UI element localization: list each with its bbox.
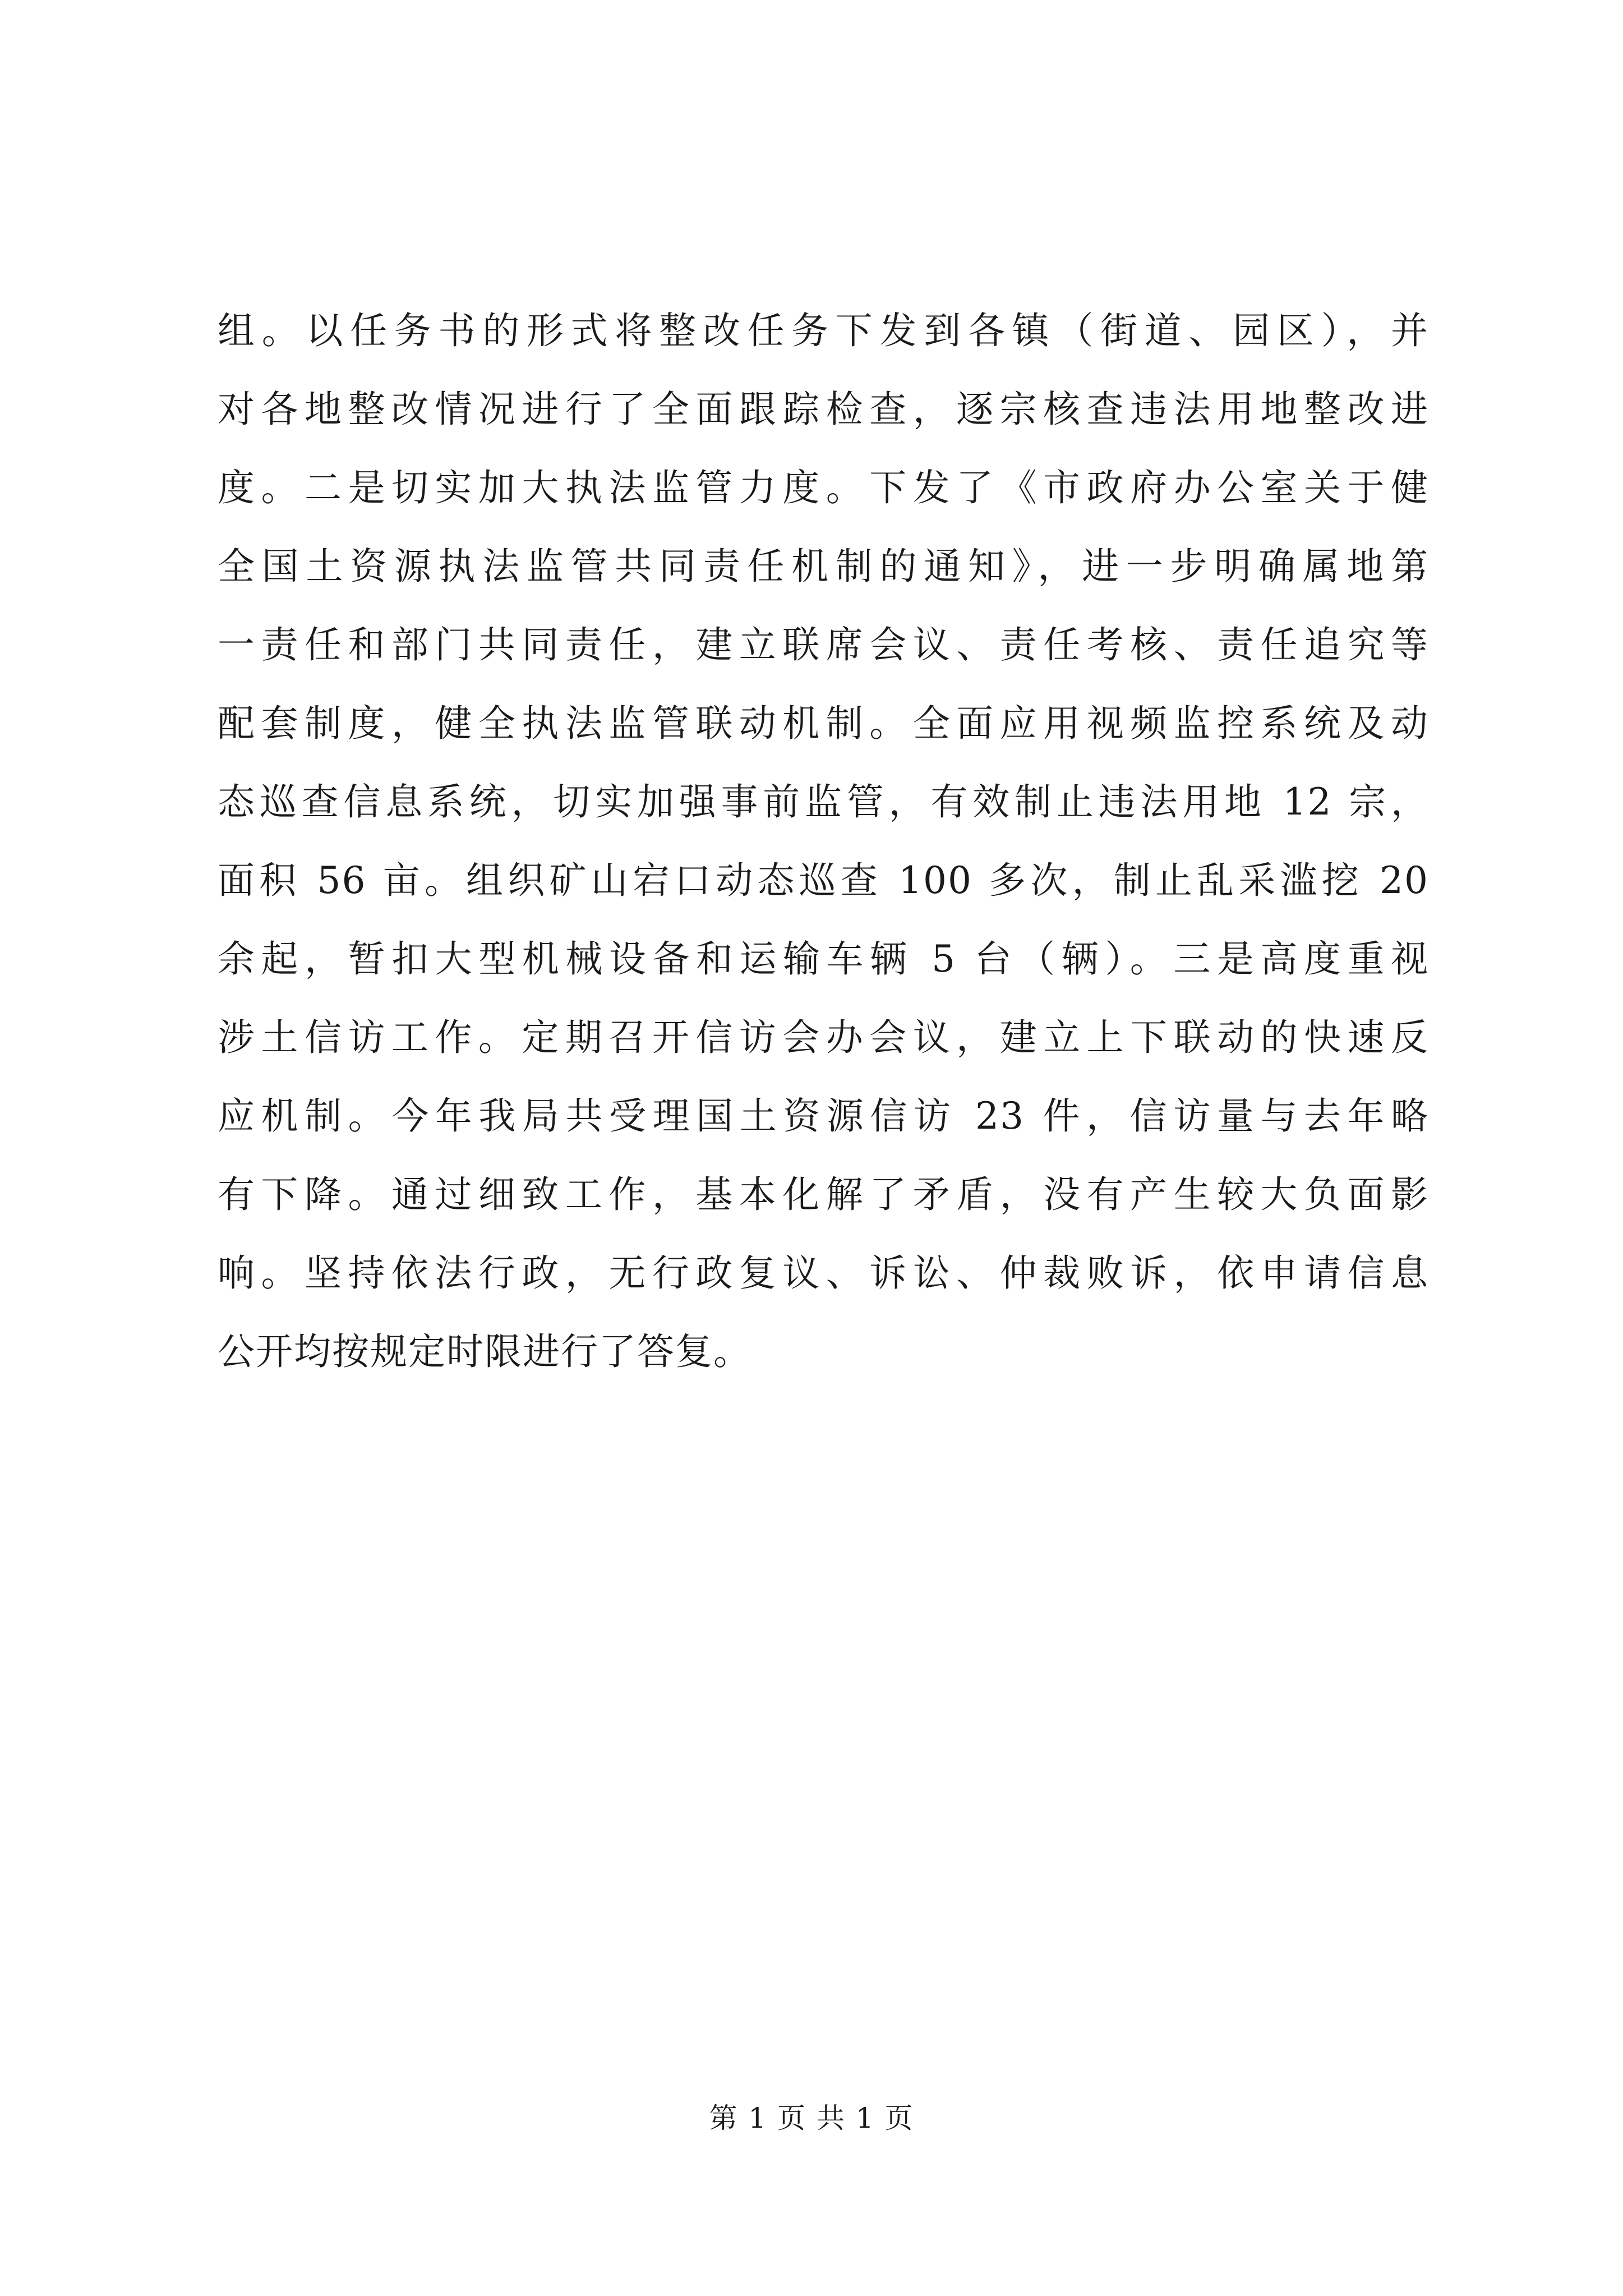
body-paragraph xyxy=(218,292,1429,1391)
page-number-footer: 第 1 页 共 1 页 xyxy=(709,2102,914,2134)
text-line: 度。二是切实加大执法监管力度。下发了《市政府办公室关于健 xyxy=(218,466,1429,509)
text-line: 态巡查信息系统，切实加强事前监管，有效制止违法用地 12 宗， xyxy=(218,780,1429,823)
text-line: 公开均按规定时限进行了答复。 xyxy=(218,1330,751,1373)
text-line: 涉土信访工作。定期召开信访会办会议，建立上下联动的快速反 xyxy=(218,1016,1429,1059)
text-line: 响。坚持依法行政，无行政复议、诉讼、仲裁败诉，依申请信息 xyxy=(218,1251,1429,1295)
text-line: 应机制。今年我局共受理国土资源信访 23 件，信访量与去年略 xyxy=(218,1094,1429,1138)
text-line: 一责任和部门共同责任，建立联席会议、责任考核、责任追究等 xyxy=(218,623,1429,666)
text-line: 配套制度，健全执法监管联动机制。全面应用视频监控系统及动 xyxy=(218,702,1429,745)
text-line: 有下降。通过细致工作，基本化解了矛盾，没有产生较大负面影 xyxy=(218,1173,1429,1216)
text-line: 余起，暂扣大型机械设备和运输车辆 5 台（辆）。三是高度重视 xyxy=(218,937,1429,981)
text-line: 组。以任务书的形式将整改任务下发到各镇（街道、园区），并 xyxy=(218,309,1429,352)
text-line: 面积 56 亩。组织矿山宕口动态巡查 100 多次，制止乱采滥挖 20 xyxy=(218,859,1429,902)
text-line: 全国土资源执法监管共同责任机制的通知》，进一步明确属地第 xyxy=(218,545,1429,588)
text-line: 对各地整改情况进行了全面跟踪检查，逐宗核查违法用地整改进 xyxy=(218,388,1429,431)
